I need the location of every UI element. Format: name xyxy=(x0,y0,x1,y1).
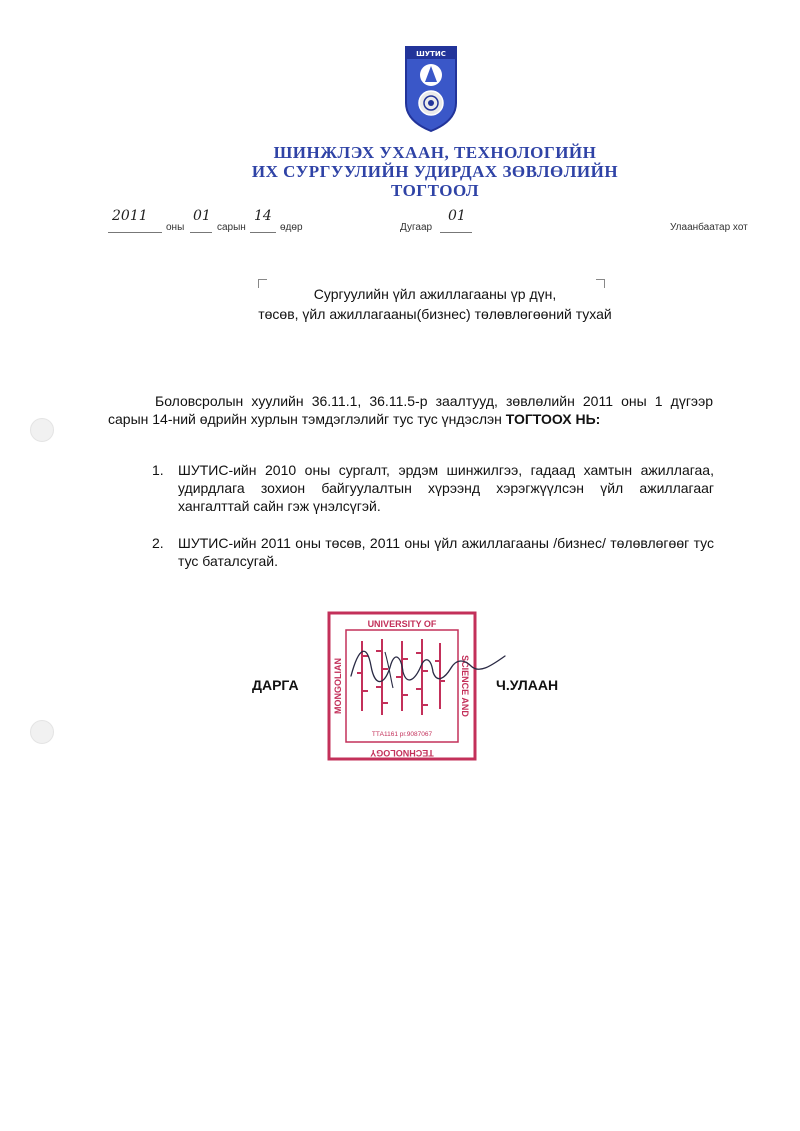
heading-line-3: ТОГТООЛ xyxy=(390,181,480,200)
preamble-text: Боловсролын хуулийн 36.11.1, 36.11.5-р заалтууд, зөвлөлийн 2011 оны 1 дүгээр сарын 14-ний өдрийн хурлын тэмдэглэлийг тус тус үндэслэн xyxy=(108,393,713,427)
month-label: сарын xyxy=(217,222,246,233)
heading-line-2: ИХ СУРГУУЛИЙН УДИРДАХ ЗӨВЛӨЛИЙН xyxy=(251,162,619,181)
stamp-code: ТТА1161 рг.9087067 xyxy=(371,731,433,738)
signer-name: Ч.УЛААН xyxy=(496,677,559,693)
resolution-keyword: ТОГТООХ НЬ xyxy=(505,411,596,427)
stamp-top-text: UNIVERSITY OF xyxy=(367,619,437,629)
handwritten-signature xyxy=(345,636,515,696)
stamp-bottom-text: TECHNOLOGY xyxy=(370,748,434,758)
heading-line-1: ШИНЖЛЭХ УХААН, ТЕХНОЛОГИЙН xyxy=(273,143,597,162)
punch-hole-top xyxy=(30,418,54,442)
punch-hole-bottom xyxy=(30,720,54,744)
city-label: Улаанбаатар хот xyxy=(670,222,748,233)
day-underline xyxy=(250,232,276,233)
number-underline xyxy=(440,232,472,233)
number-value: 01 xyxy=(448,208,466,224)
resolution-colon: : xyxy=(595,411,601,427)
item-text: ШУТИС-ийн 2011 оны төсөв, 2011 оны үйл ажиллагааны /бизнес/ төлөвлөгөөг тус тус баталсугай. xyxy=(178,535,714,569)
month-underline xyxy=(190,232,212,233)
emblem-label: ШУТИС xyxy=(416,50,446,58)
signer-role: ДАРГА xyxy=(252,677,299,693)
document-heading xyxy=(160,143,710,200)
stamp-right-text: SCIENCE AND xyxy=(460,655,470,717)
list-item xyxy=(152,534,714,570)
year-value: 2011 xyxy=(112,208,148,224)
stamp-left-text: MONGOLIAN xyxy=(333,658,343,714)
preamble-paragraph xyxy=(108,392,713,428)
year-underline xyxy=(108,232,162,233)
item-number: 1. xyxy=(152,462,164,478)
list-item xyxy=(152,461,714,515)
day-label: өдөр xyxy=(280,222,303,233)
month-value: 01 xyxy=(193,208,211,224)
number-label: Дугаар xyxy=(400,222,433,233)
day-value: 14 xyxy=(254,208,272,224)
item-text: ШУТИС-ийн 2010 оны сургалт, эрдэм шинжилгээ, гадаад хамтын ажиллагаа, удирдлага зохион байгуулалтын хүрээнд хэрэгжүүлсэн үйл ажиллагааг хангалттай сайн гэж үнэлсүгэй. xyxy=(178,462,714,514)
year-label: оны xyxy=(166,222,185,233)
subject-line-2: төсөв, үйл ажиллагааны(бизнес) төлөвлөгөөний тухай xyxy=(258,306,612,322)
subject-line-1: Сургуулийн үйл ажиллагааны үр дүн, xyxy=(313,286,557,302)
resolution-list xyxy=(152,461,714,589)
item-number: 2. xyxy=(152,535,164,551)
university-emblem xyxy=(404,45,458,133)
document-subject xyxy=(160,284,710,324)
